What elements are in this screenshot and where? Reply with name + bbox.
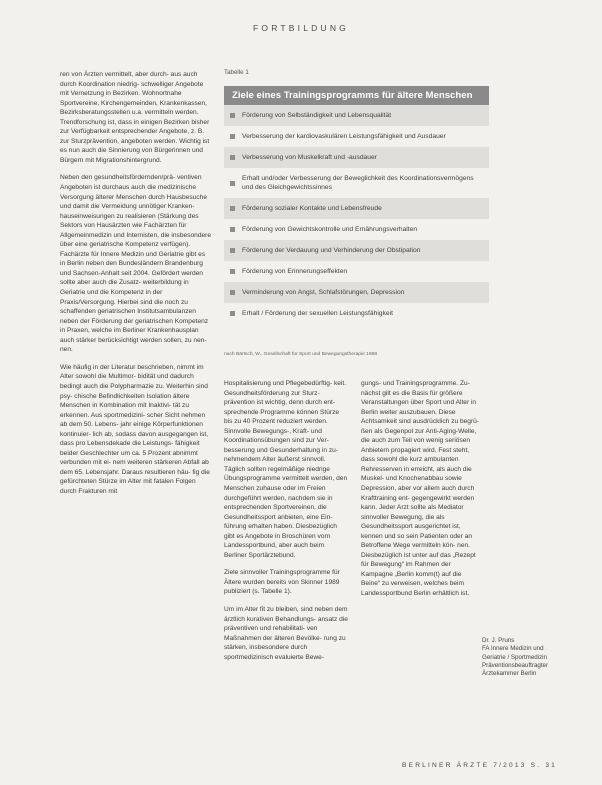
author-line: FA Innere Medizin und xyxy=(482,645,544,653)
table-row-text: Förderung von Gewichtskontrolle und Ernährungsverhalten xyxy=(242,226,418,233)
table-row xyxy=(224,198,489,219)
table-row-text: Förderung von Selbständigkeit und Lebensqualität xyxy=(242,112,392,119)
text-column-3 xyxy=(361,379,479,607)
table-row xyxy=(224,219,489,240)
table-row-text: Förderung von Erinnerungseffekten xyxy=(242,268,348,275)
table-row-text: Verbesserung von Muskelkraft und -ausdauer xyxy=(242,154,377,161)
table-row-text: Verbesserung der kardiovaskulären Leistungsfähigkeit und Ausdauer xyxy=(242,133,446,140)
table-row xyxy=(224,282,489,303)
table-row-text: Erhalt und/oder Verbesserung der Beweglichkeit des Koordinationsvermögens und des Gleichgewichtssinnes xyxy=(242,175,474,191)
page-footer: BERLINER ÄRZTE 7/2013 S. 31 xyxy=(402,762,558,769)
table-row xyxy=(224,147,489,168)
paragraph: gungs- und Trainingsprogramme. Zu- nächst gilt es die Basis für größere Veranstaltungen über Sport und Alter in Berlin weiter auszubauen. Diese Achtsamkeit sind ausdrücklich zu begrü- ßen als Gegenpol zur Anti-Aging-Welle, die auch zum Teil von wenig seriösen Anbietern propagiert wird. Fest steht, dass sowohl die kurz ambulanten Rehresserven in erreicht, als auch die Muskel- und Knochenabbau sowie Depression, aber vor allem auch durch Krafttraining ent- gegengewirkt werden kann. Jeder Arzt sollte als Mediator sinnvoller Bewegung, die als Gesundheitssport ausgerichtet ist, kennen und so sein Patienten oder an Betroffene Wege vermitteln kön- nen. Diesbezüglich ist unter auf das „Rezept für Bewegung“ im Rahmen der Kampagne „Berlin komm(t) auf die Beine“ zu verweisen, welches beim Landessportbund Berlin erhältlich ist. xyxy=(361,380,480,598)
bullet-square-icon xyxy=(230,134,235,139)
bullet-square-icon xyxy=(230,206,235,211)
text-column-2 xyxy=(224,379,348,670)
table-row xyxy=(224,261,489,282)
paragraph: Hospitalisierung und Pflegebedürftig- keit. Gesundheitsförderung zur Sturz- prävention ist wichtig, denn durch ent- sprechende Programme können Stürze bis zu 40 Prozent reduziert werden. Sinnvolle Bewegungs-, Kraft- und Koordinationsübungen sind zur Ver- besserung und Gesunderhaltung in zu- nehmendem Alter äußerst sinnvoll. Täglich sollten regelmäßige niedrige Übungsprogramme vermittelt werden, den Menschen zuhause oder im Freien durchgeführt werden, nachdem sie in entsprechenden Sportvereinen, die Gesundheitssport anbieten, eine Ein- führung erhalten haben. Diesbezüglich gibt es Angebote in Broschüren vom Landessportbund, aber auch beim Berliner Sportärztebund. xyxy=(224,380,348,559)
paragraph: ren von Ärzten vermittelt, aber durch- aus auch durch Koordination niedrig- schwelliger Angebote mit Vernetzung in Bezirken. Wohnortnahe Sportvereine, Kirchengemeinden, Krankenkassen, Bezirksberatungsstellen u.a. vermitteln werden. Trendforschung ist, dass in einigen Bezirken bisher zur Verfügbarkeit entsprechender Angebote, z. B. zur Sturzprävention, angeboten werden. Wichtig ist es nun auch die Sinnierung von Bürgerinnen und Bürgern mit Migrationshintergrund. xyxy=(60,71,210,164)
table-row-text: Erhalt / Förderung der sexuellen Leistungsfähigkeit xyxy=(242,310,393,317)
author-line: Dr. J. Pruns xyxy=(482,637,515,644)
table-label: Tabelle 1 xyxy=(224,69,249,76)
table-title: Ziele eines Trainingsprogramms für ältere Menschen xyxy=(224,86,489,105)
bullet-square-icon xyxy=(230,227,235,232)
paragraph: Wie häufig in der Literatur beschrieben, nimmt im Alter sowohl die Multimor- bidität und dadurch bedingt auch die Polypharmazie zu. Weiterhin sind psy- chische Befindlichkeiten Isolation ältere Menschen in Kombination mit Inaktivi- tät zu erkennen. Aus sportmedizini- scher Sicht nehmen ab dem 50. Lebens- jahr einige Körperfunktionen kontinuier- lich ab, sodass davon ausgegangen ist, dass pro Lebensdekade die Leistungs- fähigkeit beider Geschlechter um ca. 5 Prozent abnimmt verbunden mit ei- nem weiteren stärkeren Abfall ab dem 65. Lebensjahr. Daraus resultieren häu- fig die gefürchteten Stürze im Alter mit fatalen Folgen durch Frakturen mit xyxy=(60,363,210,495)
table-row-text: Verminderung von Angst, Schlafstörungen, Depression xyxy=(242,289,405,296)
bullet-square-icon xyxy=(230,113,235,118)
table-row-text: Förderung der Verdauung und Verhinderung der Obstipation xyxy=(242,247,421,254)
author-line: Ärztekammer Berlin xyxy=(482,670,537,678)
paragraph: Ziele sinnvoller Trainingsprogramme für Ältere wurden bereits von Skinner 1989 publiziert (s. Tabelle 1). xyxy=(224,569,340,596)
text-column-1 xyxy=(60,70,212,505)
table-row xyxy=(224,240,489,261)
author-block xyxy=(482,637,572,678)
table-row xyxy=(224,105,489,126)
bullet-square-icon xyxy=(230,311,235,316)
section-header: FORTBILDUNG xyxy=(253,23,349,33)
goals-table xyxy=(224,86,489,324)
author-line: Geriatrie / Sportmedizin xyxy=(482,653,547,661)
table-row-text: Förderung sozialer Kontakte und Lebensfreude xyxy=(242,205,382,212)
bullet-square-icon xyxy=(230,248,235,253)
table-caption: nach Bärtsch, W., Gesellschaft für Sport und Bewegungstherapie 1988 xyxy=(224,352,378,357)
bullet-square-icon xyxy=(230,181,235,186)
paragraph: Um im Alter fit zu bleiben, sind neben dem ärztlich kurativen Behandlungs- ansatz die präventiven und rehabilitati- ven Maßnahmen der älteren Bevölke- rung zu stärken, insbesondere durch sportmedizinisch evaluierte Bewe- xyxy=(224,606,348,661)
table-row xyxy=(224,303,489,324)
bullet-square-icon xyxy=(230,290,235,295)
author-line: Präventionsbeauftragter xyxy=(482,661,549,669)
table-row xyxy=(224,168,489,198)
paragraph: Neben den gesundheitsfördernden/prä- ventiven Angeboten ist durchaus auch die medizinische Versorgung älterer Menschen durch Hausbesuche und damit die Vermeidung unnötiger Kranken- hauseinweisungen zu realisieren (Stärkung des Sektors von Hausärzten wie Fachärzten für Allgemeinmedizin und Internisten, die insbesondere über eine geriatrische Kompetenz verfügen). Fachärzte für Innere Medizin und Geriatrie gibt es in Berlin neben den Bundesländern Brandenburg und Sachsen-Anhalt seit 2004. Gefördert werden sollte aber auch die Zusatz- weiterbildung in Geriatrie und die Kompetenz in der Praxis/Versorgung. Hierbei sind die noch zu schaffenden geriatrischen Institutsambulanzen neben der Förderung der geriatrischen Kompetenz in Praxen, welche im Berliner Krankenhausplan auch stärker berücksichtigt werden sollen, zu nen- nen. xyxy=(60,174,212,354)
bullet-square-icon xyxy=(230,155,235,160)
table-row xyxy=(224,126,489,147)
bullet-square-icon xyxy=(230,269,235,274)
